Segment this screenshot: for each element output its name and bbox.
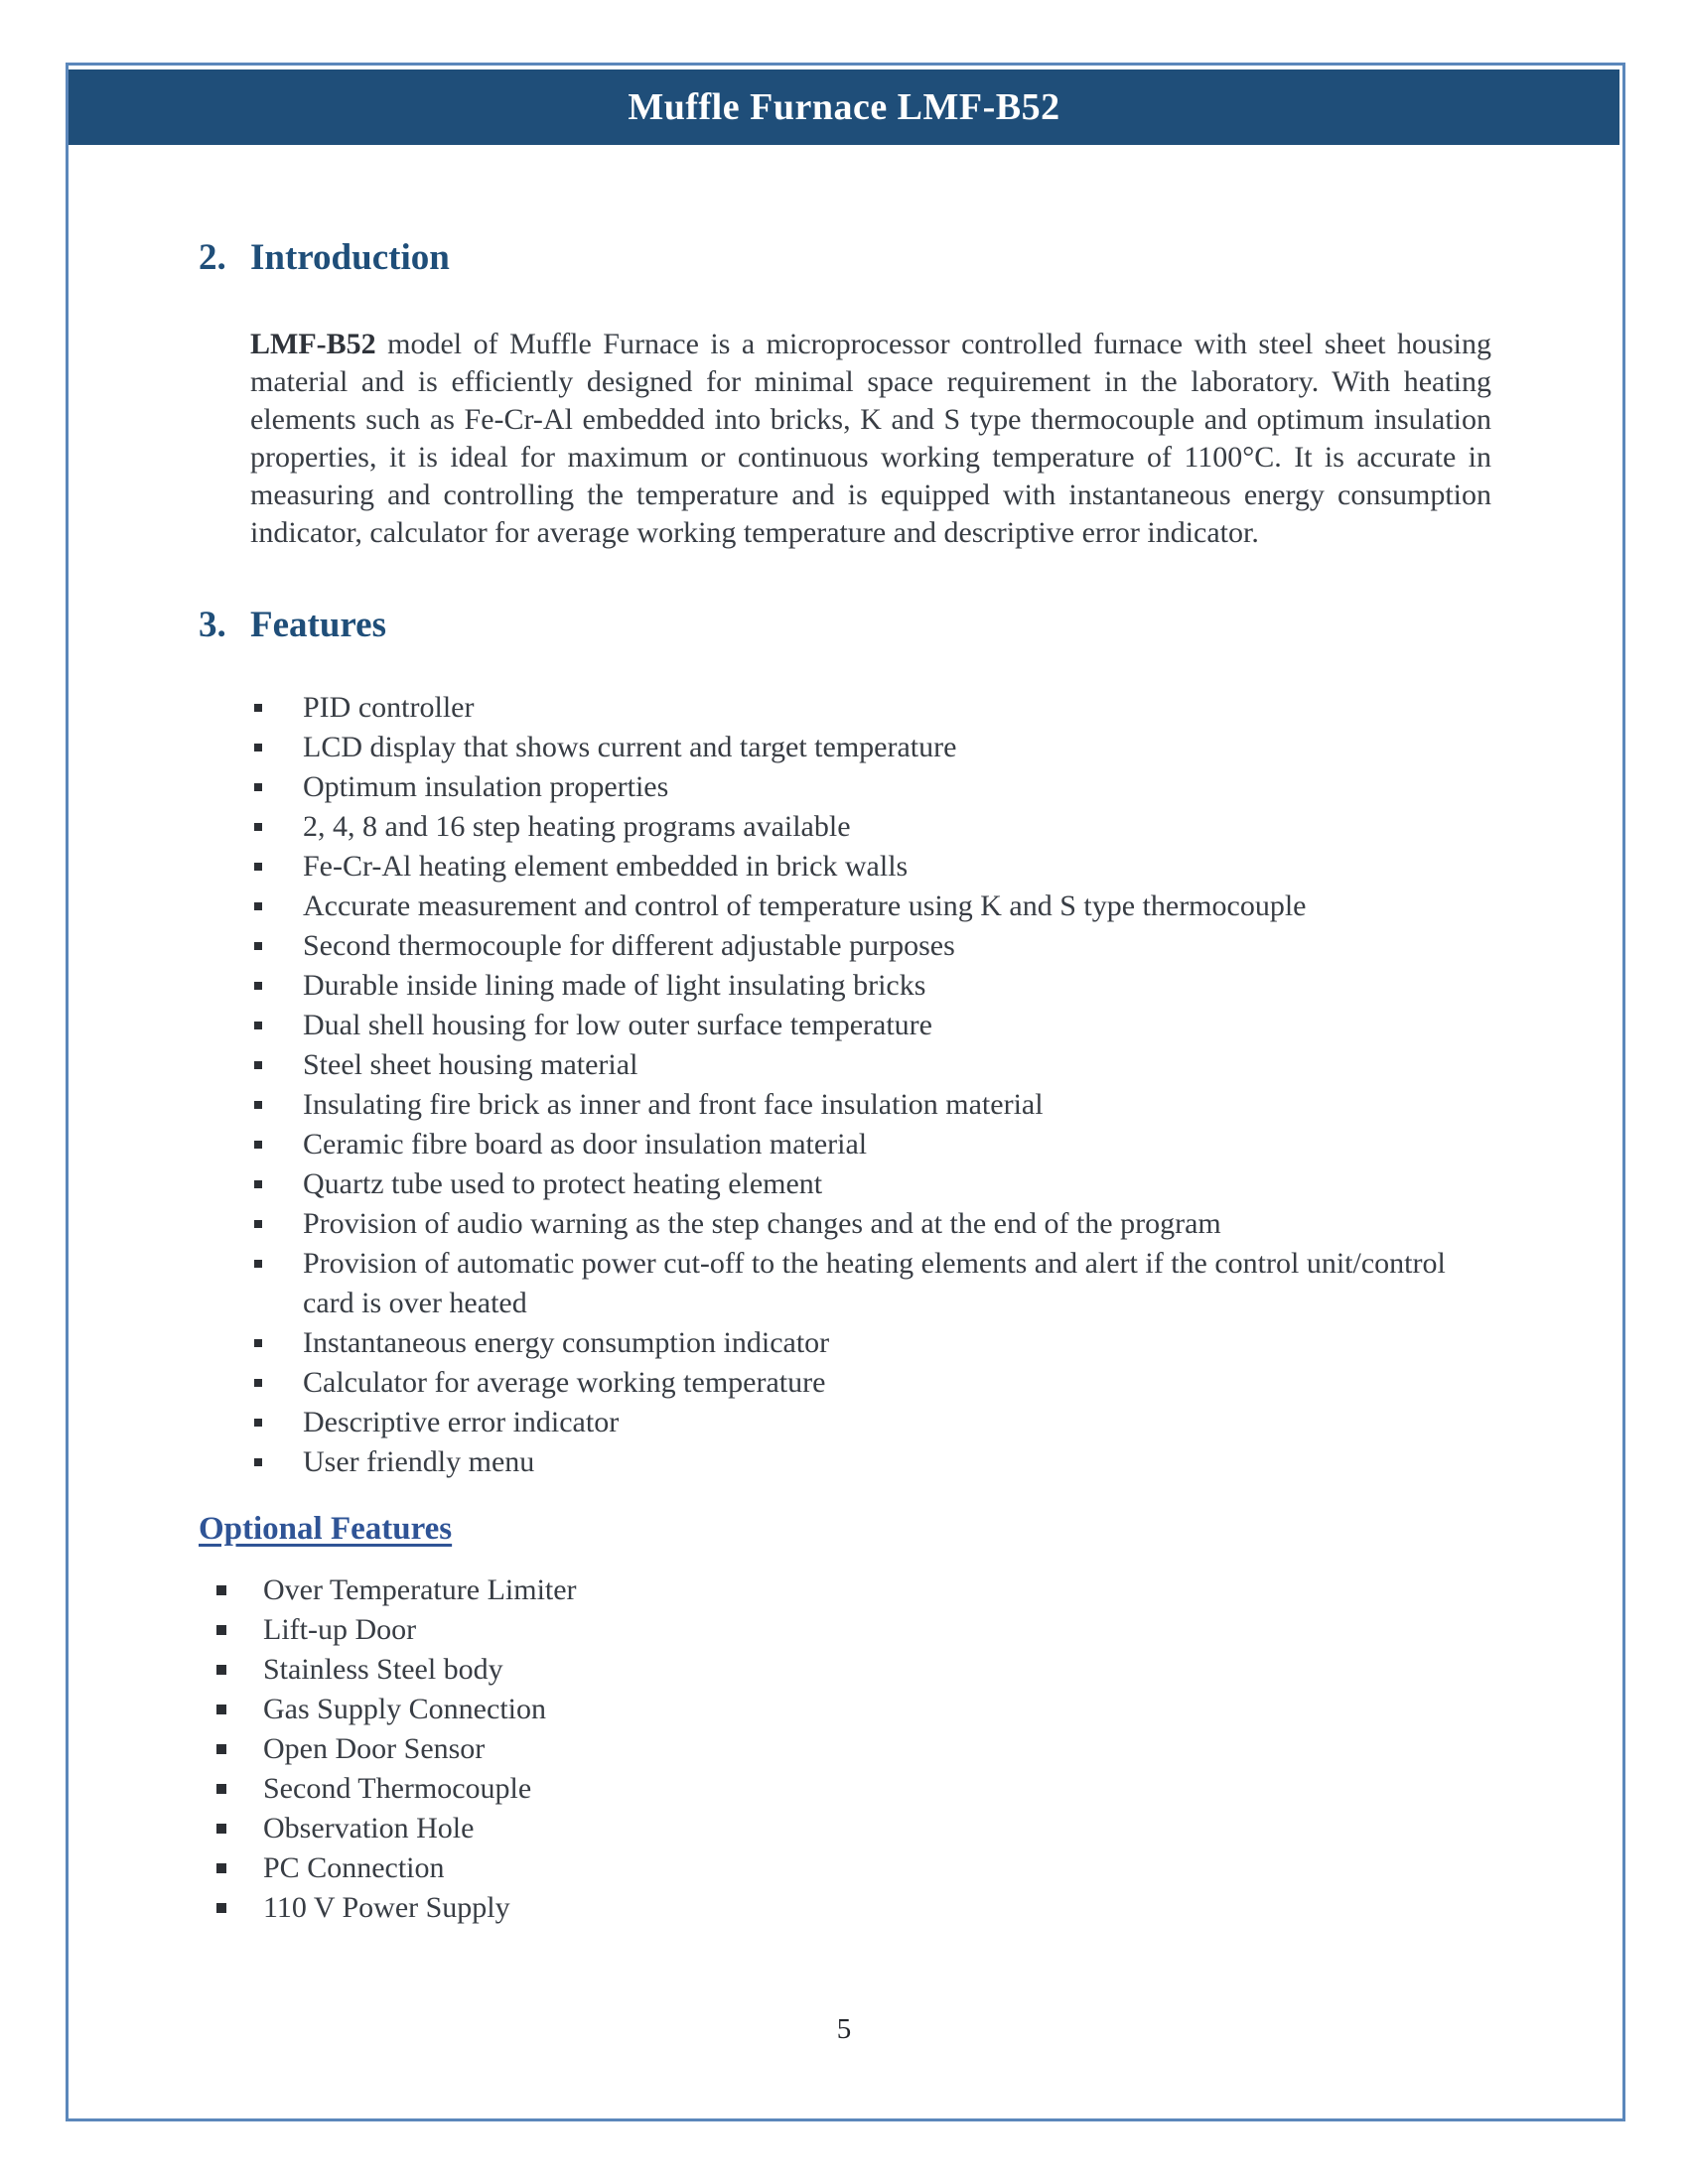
bullet-square-icon [254, 783, 262, 791]
feature-item [199, 926, 1494, 966]
page-content [199, 236, 1494, 1928]
section-heading-features [199, 604, 1494, 647]
feature-text: Accurate measurement and control of temperature using K and S type thermocouple [303, 888, 1307, 922]
optional-feature-text: Stainless Steel body [263, 1653, 503, 1687]
bullet-square-icon [216, 1863, 226, 1873]
bullet-square-icon [216, 1784, 226, 1794]
feature-text: Calculator for average working temperature [303, 1365, 826, 1399]
optional-feature-text: Open Door Sensor [263, 1732, 486, 1766]
bullet-square-icon [254, 902, 262, 910]
optional-feature-item [199, 1610, 1494, 1650]
section-heading-introduction [199, 236, 1494, 280]
section-title: Introduction [250, 237, 450, 278]
section-title: Features [250, 605, 386, 646]
optional-feature-text: 110 V Power Supply [263, 1891, 510, 1925]
feature-item [199, 1164, 1494, 1204]
feature-text: Fe-Cr-Al heating element embedded in brick walls [303, 849, 909, 883]
bullet-square-icon [216, 1625, 226, 1635]
bullet-square-icon [216, 1744, 226, 1754]
optional-feature-text: Observation Hole [263, 1812, 475, 1845]
feature-item [199, 1442, 1494, 1482]
bullet-square-icon [254, 823, 262, 831]
optional-feature-item [199, 1570, 1494, 1610]
optional-feature-item [199, 1690, 1494, 1729]
feature-text: Second thermocouple for different adjustable purposes [303, 928, 955, 962]
feature-text: PID controller [303, 690, 475, 724]
optional-features-heading [199, 1510, 1494, 1550]
feature-text: Dual shell housing for low outer surface temperature [303, 1008, 932, 1041]
bullet-square-icon [254, 942, 262, 950]
model-name: LMF-B52 [250, 328, 376, 361]
features-list [199, 688, 1494, 1482]
feature-text: User friendly menu [303, 1444, 535, 1478]
feature-item [199, 1085, 1494, 1125]
optional-feature-item [199, 1769, 1494, 1809]
feature-text: 2, 4, 8 and 16 step heating programs available [303, 809, 851, 843]
feature-item [199, 1363, 1494, 1403]
feature-item [199, 847, 1494, 887]
optional-feature-text: Gas Supply Connection [263, 1693, 546, 1726]
feature-text: Descriptive error indicator [303, 1405, 620, 1438]
feature-item [199, 1323, 1494, 1363]
feature-text: Insulating fire brick as inner and front face insulation material [303, 1087, 1044, 1121]
bullet-square-icon [254, 863, 262, 871]
bullet-square-icon [254, 1458, 262, 1466]
bullet-square-icon [254, 1379, 262, 1387]
optional-features-list [199, 1570, 1494, 1928]
feature-item [199, 1125, 1494, 1164]
bullet-square-icon [254, 1141, 262, 1149]
bullet-square-icon [216, 1585, 226, 1595]
feature-item [199, 688, 1494, 728]
section-number: 3. [199, 605, 226, 646]
bullet-square-icon [254, 1339, 262, 1347]
optional-feature-text: Second Thermocouple [263, 1772, 532, 1806]
page-number: 5 [836, 2013, 852, 2045]
feature-item [199, 1006, 1494, 1045]
bullet-square-icon [254, 1180, 262, 1188]
bullet-square-icon [216, 1903, 226, 1913]
feature-text: Ceramic fibre board as door insulation material [303, 1127, 868, 1160]
optional-feature-item [199, 1809, 1494, 1848]
optional-feature-item [199, 1729, 1494, 1769]
feature-text: Steel sheet housing material [303, 1047, 638, 1081]
bullet-square-icon [254, 744, 262, 751]
feature-text: LCD display that shows current and target temperature [303, 730, 957, 763]
optional-feature-item [199, 1650, 1494, 1690]
bullet-square-icon [254, 704, 262, 712]
section-number: 2. [199, 237, 226, 278]
optional-feature-text: Over Temperature Limiter [263, 1573, 577, 1607]
bullet-square-icon [254, 982, 262, 990]
bullet-square-icon [254, 1220, 262, 1228]
optional-feature-text: Lift-up Door [263, 1613, 417, 1647]
feature-item [199, 1204, 1494, 1244]
feature-item [199, 807, 1494, 847]
bullet-square-icon [216, 1824, 226, 1834]
introduction-paragraph [250, 326, 1491, 552]
feature-item [199, 1244, 1494, 1323]
bullet-square-icon [216, 1665, 226, 1675]
optional-feature-item [199, 1888, 1494, 1928]
feature-item [199, 887, 1494, 926]
feature-item [199, 966, 1494, 1006]
bullet-square-icon [254, 1419, 262, 1427]
optional-feature-item [199, 1848, 1494, 1888]
feature-item [199, 1403, 1494, 1442]
bullet-square-icon [254, 1101, 262, 1109]
feature-item [199, 767, 1494, 807]
feature-text: Durable inside lining made of light insulating bricks [303, 968, 926, 1002]
title-banner [69, 69, 1619, 145]
feature-text: Optimum insulation properties [303, 769, 669, 803]
optional-features-title: Optional Features [199, 1510, 453, 1547]
feature-item [199, 728, 1494, 767]
bullet-square-icon [254, 1061, 262, 1069]
document-title: Muffle Furnace LMF-B52 [628, 86, 1060, 128]
feature-text: Instantaneous energy consumption indicator [303, 1325, 830, 1359]
feature-text: Provision of audio warning as the step changes and at the end of the program [303, 1206, 1221, 1240]
feature-text: Provision of automatic power cut-off to the heating elements and alert if the control unit/control card is over heated [303, 1246, 1446, 1319]
bullet-square-icon [216, 1705, 226, 1714]
bullet-square-icon [254, 1260, 262, 1268]
introduction-text: model of Muffle Furnace is a microprocessor controlled furnace with steel sheet housing material and is efficiently designed for minimal space requirement in the laboratory. With heating elements such as Fe-Cr-Al embedded into bricks, K and S type thermocouple and optimum insulation properties, it is ideal for maximum or continuous working temperature of 1100°C. It is accurate in measuring and controlling the temperature and is equipped with instantaneous energy consumption indicator, calculator for average working temperature and descriptive error indicator. [250, 328, 1491, 550]
optional-feature-text: PC Connection [263, 1851, 445, 1885]
feature-text: Quartz tube used to protect heating element [303, 1166, 823, 1200]
bullet-square-icon [254, 1022, 262, 1029]
feature-item [199, 1045, 1494, 1085]
